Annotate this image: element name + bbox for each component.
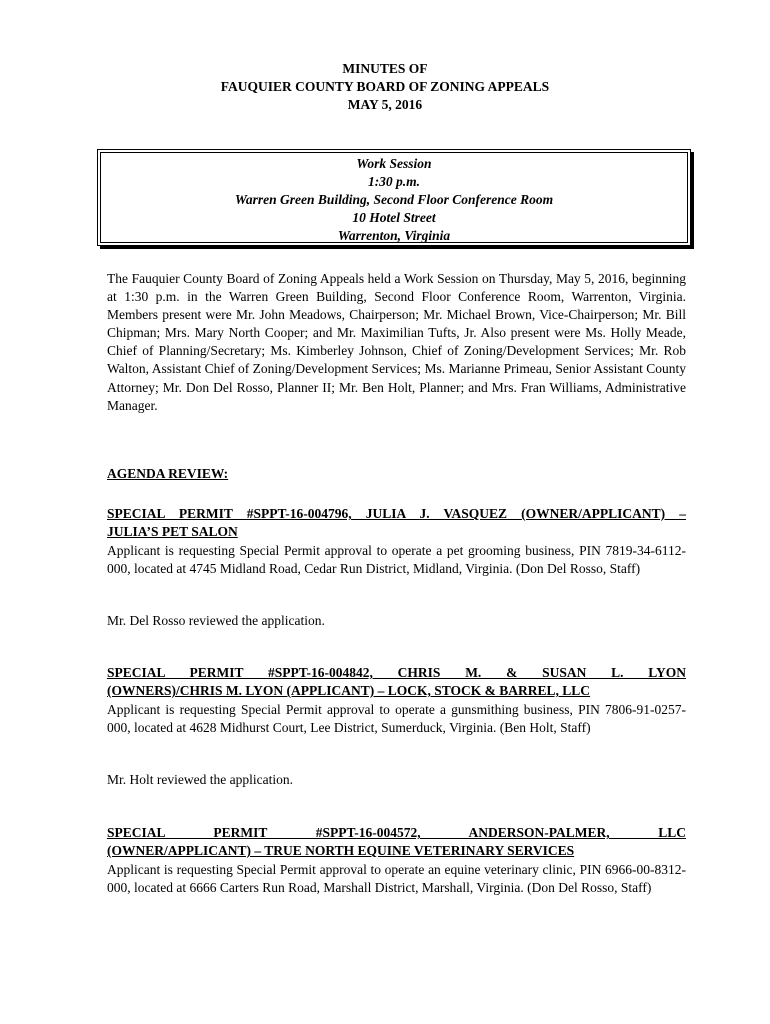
item-heading bbox=[107, 664, 686, 700]
item-heading-line: SPECIAL PERMIT #SPPT-16-004572, ANDERSON-PALMER, LLC bbox=[107, 825, 686, 840]
session-type: Work Session bbox=[356, 156, 432, 171]
item-heading bbox=[107, 824, 686, 860]
session-building: Warren Green Building, Second Floor Conference Room bbox=[234, 192, 554, 207]
item-heading-line: (OWNER/APPLICANT) – TRUE NORTH EQUINE VETERINARY SERVICES bbox=[107, 843, 575, 859]
title-line-board: FAUQUIER COUNTY BOARD OF ZONING APPEALS bbox=[220, 79, 550, 94]
item-description: Applicant is requesting Special Permit approval to operate an equine veterinary clinic, PIN 6966-00-8312-000, located at 6666 Carters Run Road, Marshall District, Marshall, Virginia. (Don Del Rosso, Staff) bbox=[107, 862, 686, 896]
item-heading-line: (OWNERS)/CHRIS M. LYON (APPLICANT) – LOCK, STOCK & BARREL, LLC bbox=[107, 683, 591, 699]
item-review-note: Mr. Holt reviewed the application. bbox=[107, 772, 293, 787]
item-description: Applicant is requesting Special Permit approval to operate a pet grooming business, PIN 7819-34-6112-000, located at 4745 Midland Road, Cedar Run District, Midland, Virginia. (Don Del Rosso, Staff) bbox=[107, 543, 686, 577]
item-heading bbox=[107, 505, 686, 541]
session-street: 10 Hotel Street bbox=[352, 210, 436, 225]
item-heading-line: JULIA’S PET SALON bbox=[107, 524, 238, 540]
item-review-note: Mr. Del Rosso reviewed the application. bbox=[107, 613, 325, 628]
session-time: 1:30 p.m. bbox=[367, 174, 421, 189]
title-line-minutes: MINUTES OF bbox=[342, 61, 428, 76]
document-title bbox=[0, 60, 770, 114]
agenda-review-heading: AGENDA REVIEW: bbox=[107, 466, 229, 481]
item-heading-line: SPECIAL PERMIT #SPPT-16-004796, JULIA J. VASQUEZ (OWNER/APPLICANT) – bbox=[107, 506, 686, 521]
item-heading-line: SPECIAL PERMIT #SPPT-16-004842, CHRIS M. & SUSAN L. LYON bbox=[107, 665, 686, 680]
session-city: Warrenton, Virginia bbox=[337, 228, 451, 243]
title-line-date: MAY 5, 2016 bbox=[347, 97, 423, 112]
item-description: Applicant is requesting Special Permit approval to operate a gunsmithing business, PIN 7806-91-0257-000, located at 4628 Midhurst Court, Lee District, Sumerduck, Virginia. (Ben Holt, Staff) bbox=[107, 702, 686, 736]
session-info-box bbox=[97, 149, 691, 246]
intro-paragraph: The Fauquier County Board of Zoning Appeals held a Work Session on Thursday, May 5, 2016, beginning at 1:30 p.m. in the Warren Green Building, Second Floor Conference Room, Warrenton, Virginia. Members present were Mr. John Meadows, Chairperson; Mr. Michael Brown, Vice-Chairperson; Mr. Bill Chipman; Mrs. Mary North Cooper; and Mr. Maximilian Tufts, Jr. Also present were Ms. Holly Meade, Chief of Planning/Secretary; Ms. Kimberley Johnson, Chief of Zoning/Development Services; Mr. Rob Walton, Assistant Chief of Zoning/Development Services; Ms. Marianne Primeau, Senior Assistant County Attorney; Mr. Don Del Rosso, Planner II; Mr. Ben Holt, Planner; and Mrs. Fran Williams, Administrative Manager. bbox=[107, 271, 686, 413]
